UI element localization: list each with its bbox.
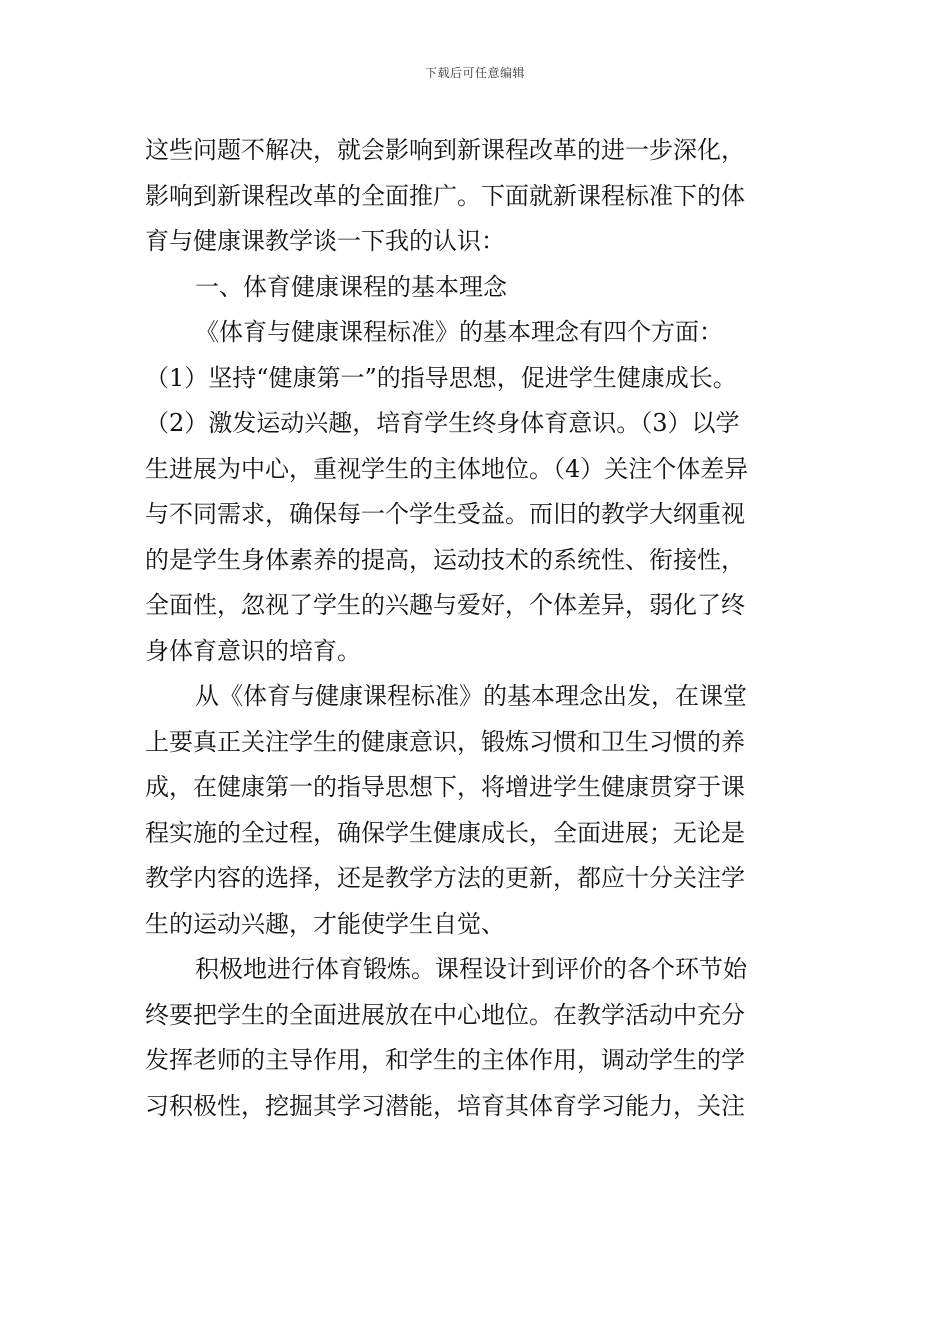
text-line: 一、体育健康课程的基本理念 [195,272,507,301]
text-line: 全面性，忽视了学生的兴趣与爱好，个体差异，弱化了终 [145,591,745,619]
text-line: （1）坚持“健康第一”的指导思想，促进学生健康成长。 [145,363,737,392]
body-text [145,128,810,1129]
text-line: 成，在健康第一的指导思想下，将增进学生健康贯穿于课 [145,773,745,801]
text-line: 程实施的全过程，确保学生健康成长，全面进展；无论是 [145,818,745,847]
text-line: 身体育意识的培育。 [145,636,361,665]
text-line: 教学内容的选择，还是教学方法的更新，都应十分关注学 [145,864,745,892]
text-line: 这些问题不解决，就会影响到新课程改革的进一步深化， [145,136,745,164]
text-line: 的是学生身体素养的提高，运动技术的系统性、衔接性， [145,545,745,574]
text-line: 从《体育与健康课程标准》的基本理念出发，在课堂 [195,682,747,710]
text-line: 积极地进行体育锻炼。课程设计到评价的各个环节始 [195,955,747,983]
text-line: 终要把学生的全面进展放在中心地位。在教学活动中充分 [145,1000,745,1029]
text-line: 影响到新课程改革的全面推广。下面就新课程标准下的体 [145,181,745,210]
text-line: 习积极性，挖掘其学习潜能，培育其体育学习能力，关注 [145,1091,745,1120]
text-line: 发挥老师的主导作用，和学生的主体作用，调动学生的学 [145,1046,745,1074]
text-line: 生的运动兴趣，才能使学生自觉、 [145,909,505,938]
page-header: 下载后可任意编辑 [424,66,525,80]
text-line: 生进展为中心，重视学生的主体地位。（4）关注个体差异 [145,454,749,483]
text-line: （2）激发运动兴趣，培育学生终身体育意识。（3）以学 [145,409,740,437]
text-line: 育与健康课教学谈一下我的认识： [145,227,505,255]
text-line: 上要真正关注学生的健康意识，锻炼习惯和卫生习惯的养 [145,727,745,756]
text-line: 《体育与健康课程标准》的基本理念有四个方面： [195,318,723,346]
text-line: 与不同需求，确保每一个学生受益。而旧的教学大纲重视 [145,500,745,528]
